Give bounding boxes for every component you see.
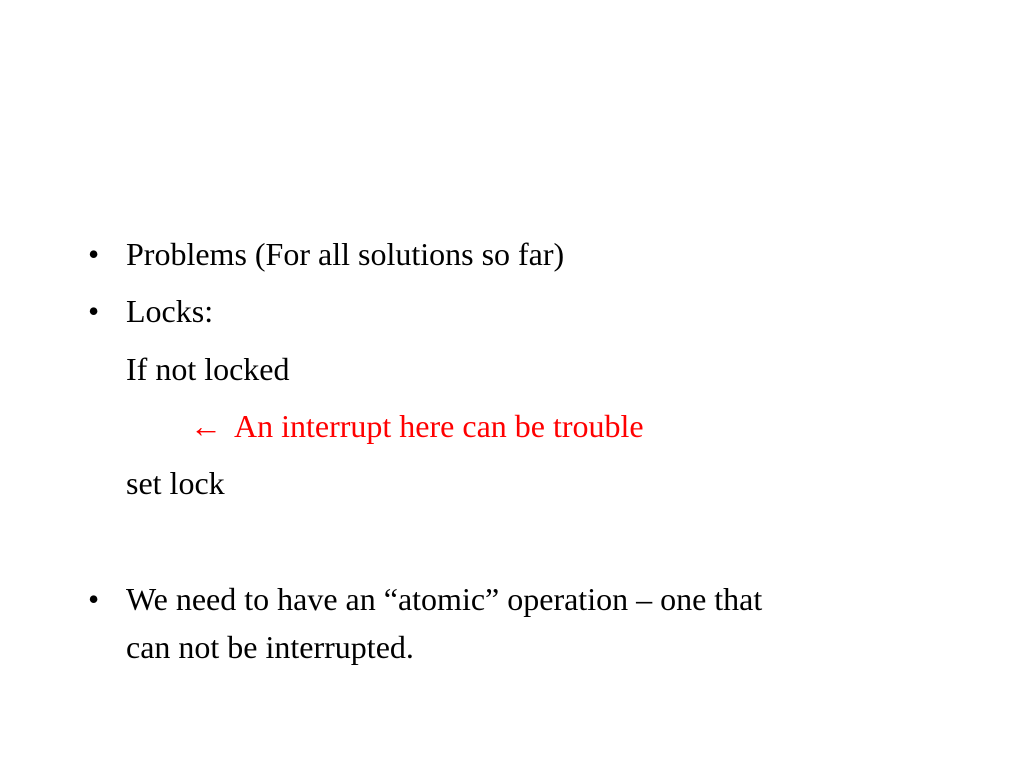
bullet-marker: •	[88, 293, 100, 329]
bullet-locks: Locks:	[126, 293, 214, 329]
code-set-lock: set lock	[126, 465, 225, 501]
interrupt-note	[190, 408, 644, 444]
bullet-marker: •	[88, 581, 100, 617]
bullet-atomic-line2: can not be interrupted.	[126, 629, 414, 665]
interrupt-note-text: An interrupt here can be trouble	[234, 408, 644, 444]
bullet-problems: Problems (For all solutions so far)	[126, 236, 565, 272]
code-if-not-locked: If not locked	[126, 351, 290, 387]
bullet-marker: •	[88, 236, 100, 272]
left-arrow-icon: ←	[190, 408, 222, 444]
bullet-atomic-line1: We need to have an “atomic” operation – one that	[126, 581, 763, 617]
